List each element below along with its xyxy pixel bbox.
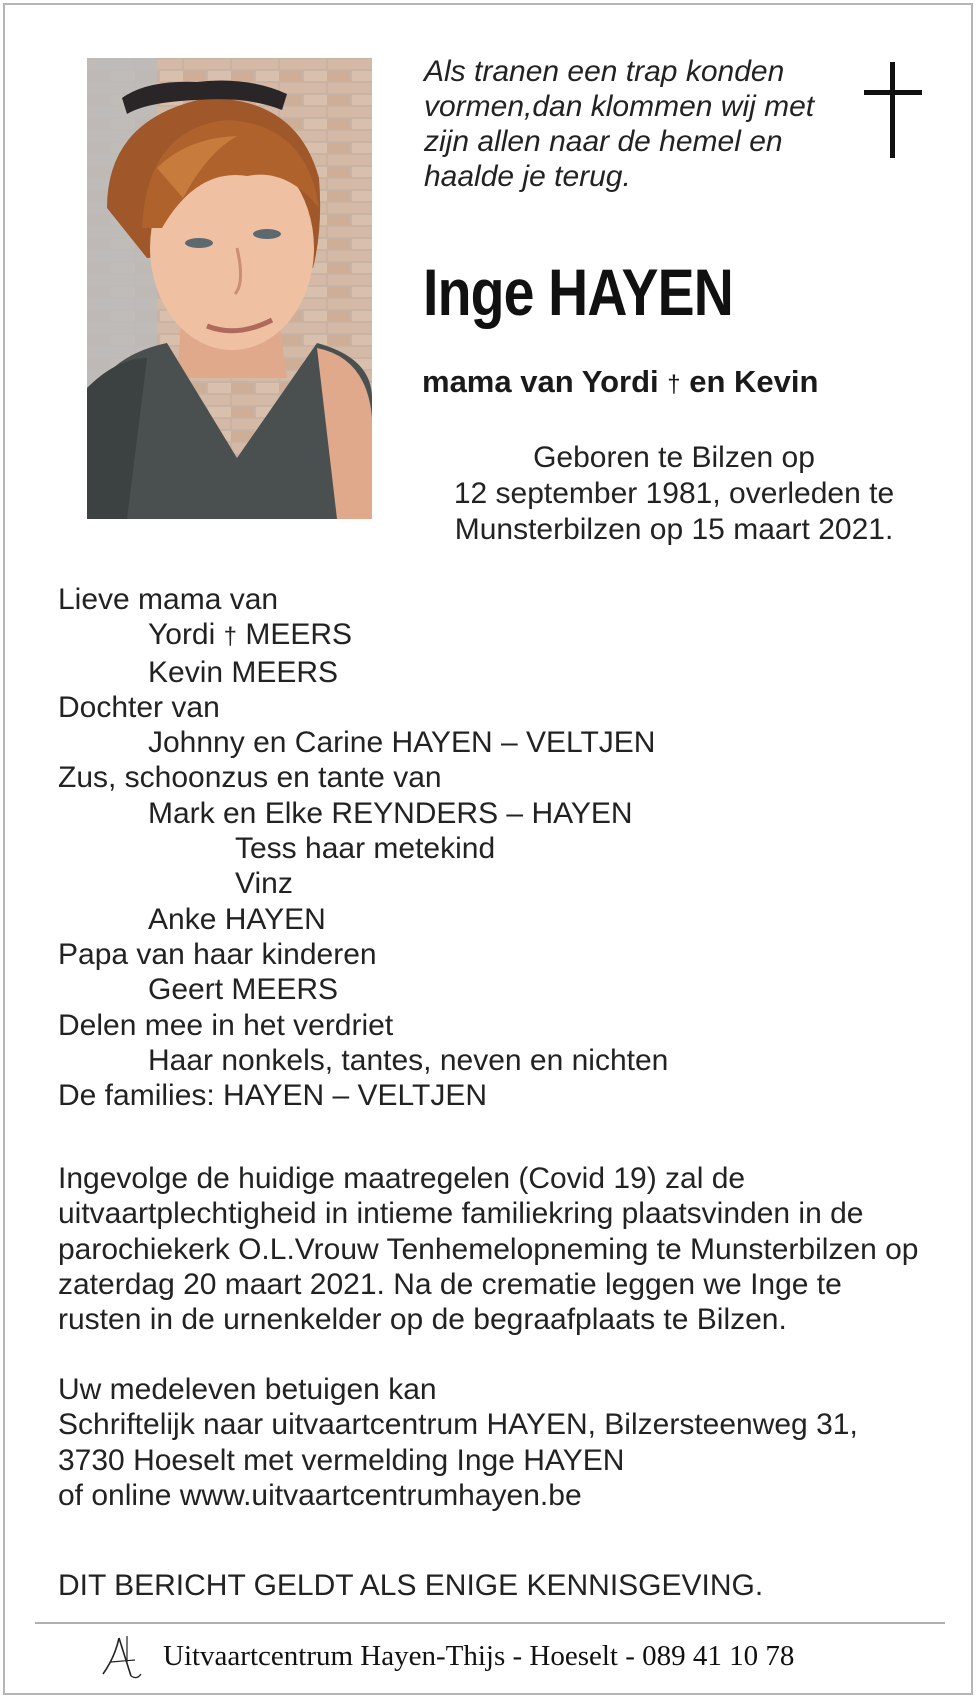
family-heading: Zus, schoonzus en tante van xyxy=(58,761,442,795)
birth-line-3: Munsterbilzen op 15 maart 2021. xyxy=(454,513,894,546)
portrait-photo xyxy=(87,58,372,519)
condolences-line: of online www.uitvaartcentrumhayen.be xyxy=(58,1478,582,1512)
family-submember: Tess haar metekind xyxy=(235,832,496,866)
family-member: Geert MEERS xyxy=(148,973,339,1007)
memorial-quote: Als tranen een trap konden vormen,dan klommen wij met zijn allen naar de hemel en haalde je terug. xyxy=(424,55,815,193)
family-heading: Dochter van xyxy=(58,690,220,724)
deceased-name: Inge HAYEN xyxy=(423,255,733,329)
footer-divider xyxy=(35,1622,945,1624)
birth-line-1: Geboren te Bilzen op xyxy=(533,441,815,474)
cross-icon xyxy=(864,62,922,158)
funeral-home-logo-icon xyxy=(97,1632,147,1682)
family-member xyxy=(58,617,668,654)
family-list xyxy=(58,582,668,1113)
dagger-icon: † xyxy=(667,371,681,398)
family-heading: Delen mee in het verdriet xyxy=(58,1008,394,1042)
family-member: Haar nonkels, tantes, neven en nichten xyxy=(148,1043,669,1077)
birth-line-2: 12 september 1981, overleden te xyxy=(453,477,895,510)
funeral-notice: Ingevolge de huidige maatregelen (Covid 19) zal de uitvaartplechtigheid in intieme familiekring plaatsvinden in de parochiekerk O.L.Vrouw Tenhemelopneming te Munsterbilzen op zaterdag 20 maart 2021. Na de crematie leggen we Inge te rusten in de urnenkelder op de begraafplaats te Bilzen. xyxy=(58,1162,919,1337)
family-member: Johnny en Carine HAYEN – VELTJEN xyxy=(148,726,656,760)
condolences-line: 3730 Hoeselt met vermelding Inge HAYEN xyxy=(58,1443,625,1477)
final-notice: DIT BERICHT GELDT ALS ENIGE KENNISGEVING. xyxy=(58,1569,764,1602)
condolences-line: Schriftelijk naar uitvaartcentrum HAYEN, Bilzersteenweg 31, xyxy=(58,1408,858,1442)
member-name: Yordi xyxy=(148,618,216,652)
birth-death-info xyxy=(424,440,924,548)
family-heading: Lieve mama van xyxy=(58,583,279,616)
subtitle-text-after: en Kevin xyxy=(689,364,819,399)
member-surname: MEERS xyxy=(245,618,353,652)
family-heading: Papa van haar kinderen xyxy=(58,937,377,971)
condolences-line: Uw medeleven betuigen kan xyxy=(58,1373,437,1406)
subtitle-text-before: mama van Yordi xyxy=(422,364,659,399)
condolences-info xyxy=(58,1372,928,1513)
footer-contact: Uitvaartcentrum Hayen-Thijs - Hoeselt - 089 41 10 78 xyxy=(163,1640,795,1672)
dagger-icon: † xyxy=(223,623,237,651)
family-heading: De families: HAYEN – VELTJEN xyxy=(58,1079,488,1113)
family-member: Anke HAYEN xyxy=(148,902,326,936)
family-member: Kevin MEERS xyxy=(148,655,339,689)
subtitle xyxy=(422,362,818,405)
family-member: Mark en Elke REYNDERS – HAYEN xyxy=(148,796,633,830)
family-submember: Vinz xyxy=(235,867,293,901)
